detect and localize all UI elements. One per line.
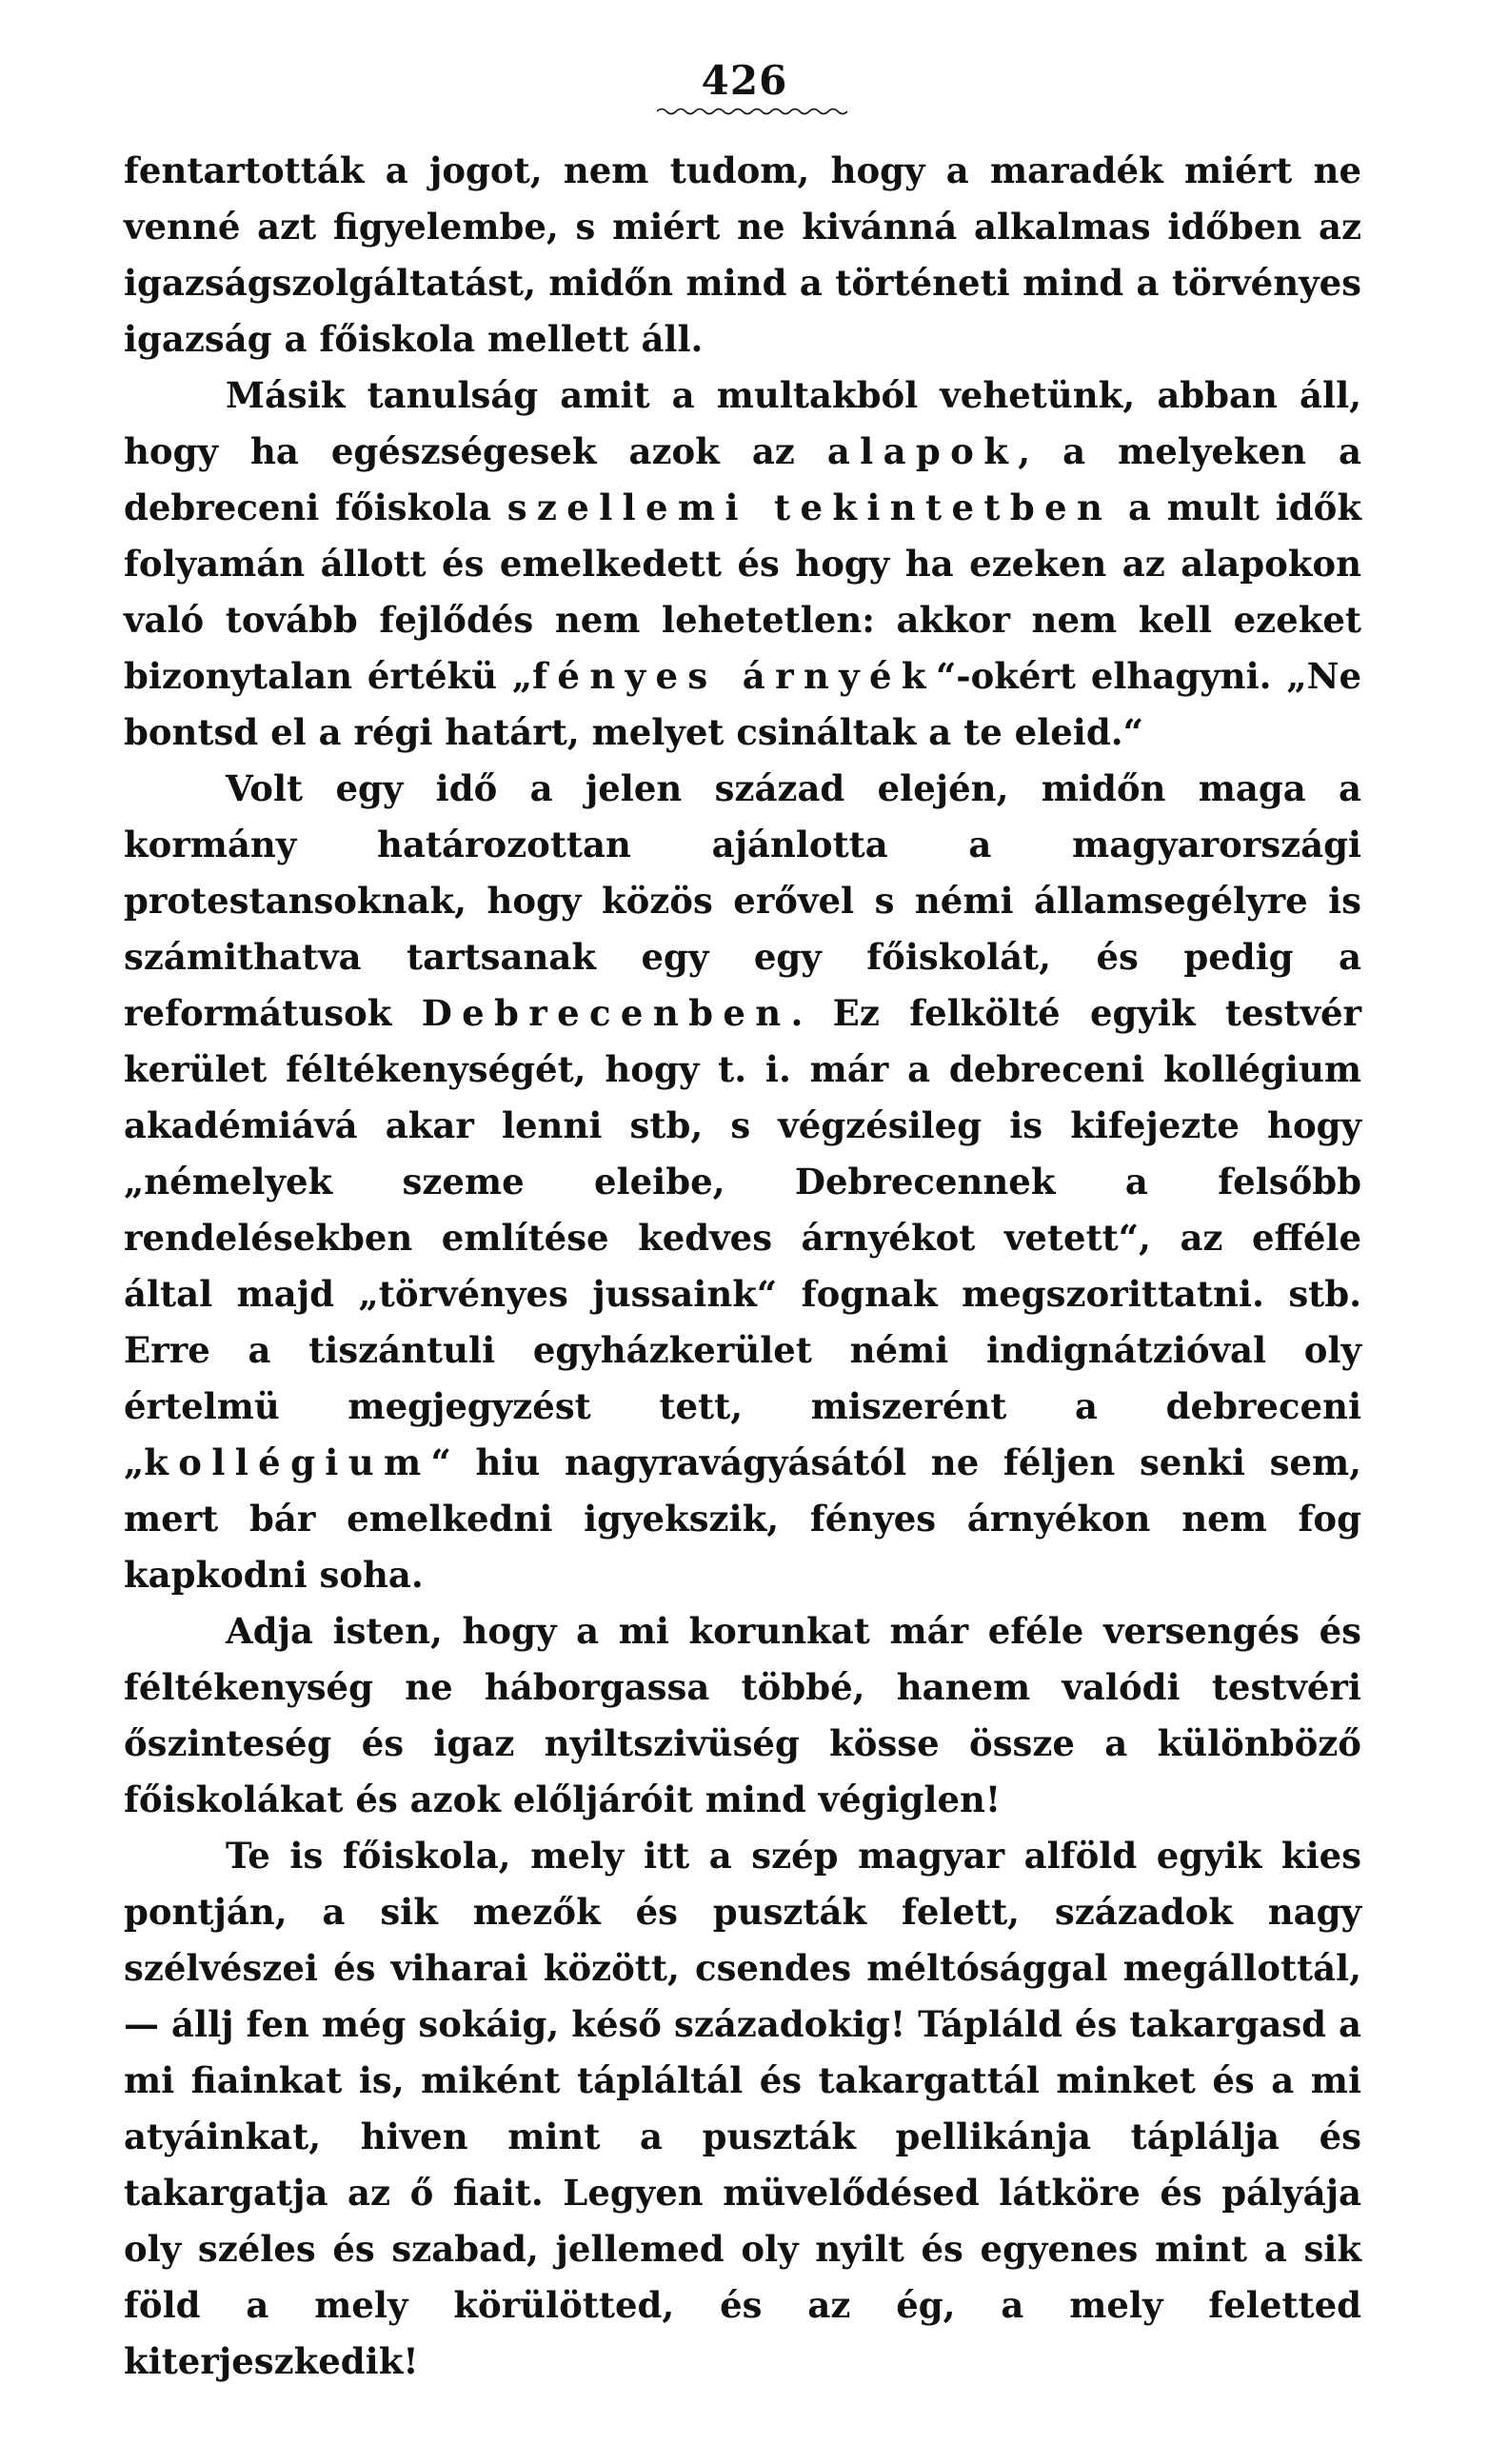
- body-text: [124, 143, 1361, 2390]
- paragraph-4: Adja isten, hogy a mi korunkat már eféle versengés és féltékenység ne háborgassa többé, hanem valódi testvéri őszinteség és igaz nyiltszivüség kösse össze a különböző főiskolákat és azok előljáróit mind végiglen!: [124, 1610, 1361, 1820]
- emphasis-fenyes-arnyek: fényes árnyék: [532, 655, 936, 697]
- page-number: 426: [701, 57, 788, 104]
- emphasis-szellemi-tekintetben: szellemi tekintetben: [506, 487, 1113, 528]
- paragraph-5: Te is főiskola, mely itt a szép magyar alföld egyik kies pontján, a sik mezők és puszták felett, századok nagy szélvészei és viharai között, csendes méltósággal megállottál, — állj fen még sokáig, késő századokig! Tápláld és takargasd a mi fiainkat is, miként tápláltál és takargattál minket és a mi atyáinkat, hiven mint a puszták pellikánja táplálja és takargatja az ő fiait. Legyen müvelődésed látköre és pályája oly széles és szabad, jellemed oly nyilt és egyenes mint a sik föld a mely körülötted, és az ég, a mely feletted kiterjeszkedik!: [124, 1835, 1361, 2382]
- paragraph-2-text: “-okért elhagyni. „Ne bontsd el a régi határt, melyet csináltak a te eleid.“: [124, 655, 1361, 753]
- paragraph-2-text: , a melyeken a debreceni főiskola: [124, 430, 1361, 528]
- paragraph-2-text: a mult idők folyamán állott és emelkedett és hogy ha ezeken az alapokon való tovább fejlődés nem lehetetlen: akkor nem kell ezeket bizonytalan értékü „: [124, 487, 1361, 697]
- paragraph-3-text: “ hiu nagyravágyásától ne féljen senki sem, mert bár emelkedni igyekszik, fényes árnyékon nem fog kapkodni soha.: [124, 1441, 1361, 1596]
- paragraph-3-text: Volt egy idő a jelen század elején, midőn maga a kormány határozottan ajánlotta a magyarországi protestansoknak, hogy közös erővel s némi államsegélyre is számithatva tartsanak egy egy főiskolát, és pedig a reformátusok: [124, 767, 1361, 1034]
- wavy-rule-ornament: [657, 107, 847, 116]
- emphasis-debrecenben: Debrecenben: [421, 992, 791, 1034]
- paragraph-2-text: Másik tanulság amit a multakból vehetünk, abban áll, hogy ha egészségesek azok az: [124, 374, 1361, 472]
- paragraph-2: [124, 368, 1361, 761]
- paragraph-3-text: . Ez felkölté egyik testvér kerület féltékenységét, hogy t. i. már a debreceni kollégium akadémiává akar lenni stb, s végzésileg is kifejezte hogy „némelyek szeme eleibe, Debrecennek a felsőbb rendelésekben említése kedves árnyékot vetett“, az efféle által majd „törvényes jussaink“ fognak megszorittatni. stb. Erre a tiszántuli egyházkerület némi indignátzióval oly értelmü megjegyzést tett, miszerént a debreceni „: [124, 992, 1362, 1483]
- emphasis-alapok: alapok: [826, 430, 1019, 472]
- paragraph-1: fentartották a jogot, nem tudom, hogy a maradék miért ne venné azt figyelembe, s miért ne kivánná alkalmas időben az igazságszolgáltatást, midőn mind a történeti mind a törvényes igazság a főiskola mellett áll.: [124, 149, 1361, 360]
- emphasis-kollegium: kollégium: [144, 1441, 431, 1483]
- paragraph-3: [124, 761, 1361, 1603]
